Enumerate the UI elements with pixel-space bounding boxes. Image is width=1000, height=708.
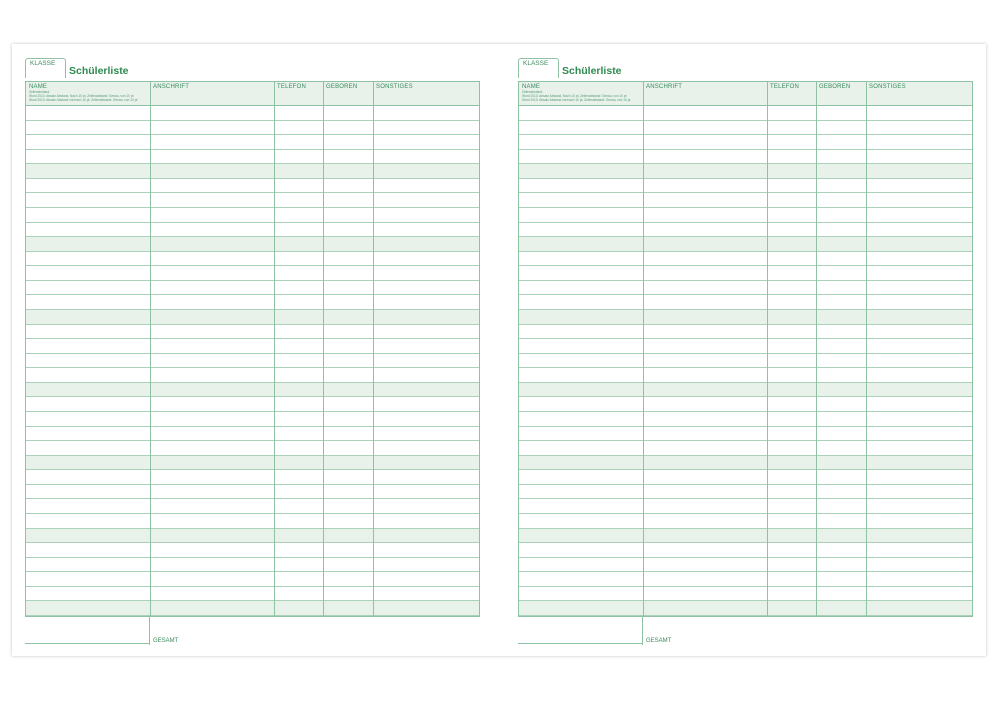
table-row[interactable] bbox=[519, 223, 972, 238]
table-row[interactable] bbox=[519, 266, 972, 281]
table-row[interactable] bbox=[26, 456, 479, 471]
table-row[interactable] bbox=[26, 470, 479, 485]
table-row[interactable] bbox=[519, 354, 972, 369]
table-row[interactable] bbox=[26, 397, 479, 412]
column-header-geboren: GEBOREN bbox=[326, 84, 358, 90]
table-row[interactable] bbox=[26, 135, 479, 150]
table-row[interactable] bbox=[519, 499, 972, 514]
klasse-field[interactable] bbox=[518, 58, 559, 78]
table-row[interactable] bbox=[26, 368, 479, 383]
column-header-sonstiges: SONSTIGES bbox=[376, 84, 413, 90]
column-header-name: NAME bbox=[522, 84, 541, 90]
footer-divider bbox=[642, 617, 643, 645]
student-table bbox=[25, 81, 480, 617]
name-column-note bbox=[522, 90, 640, 103]
column-divider bbox=[767, 82, 768, 616]
table-rows bbox=[26, 106, 479, 616]
table-row[interactable] bbox=[26, 572, 479, 587]
column-divider bbox=[323, 82, 324, 616]
table-row[interactable] bbox=[519, 179, 972, 194]
klasse-label: KLASSE bbox=[30, 60, 56, 67]
footer-total-label: GESAMT bbox=[153, 638, 179, 644]
name-note-line: Zeilenabstand: bbox=[522, 90, 543, 94]
klasse-label: KLASSE bbox=[523, 60, 549, 67]
table-row[interactable] bbox=[519, 325, 972, 340]
table-row[interactable] bbox=[26, 281, 479, 296]
table-row[interactable] bbox=[519, 106, 972, 121]
table-row[interactable] bbox=[519, 193, 972, 208]
table-row[interactable] bbox=[519, 252, 972, 267]
table-row[interactable] bbox=[26, 208, 479, 223]
page-title: Schülerliste bbox=[562, 65, 622, 77]
table-row[interactable] bbox=[519, 135, 972, 150]
table-row[interactable] bbox=[519, 368, 972, 383]
name-note-line: Word 2013: Absatz Abstand vor/nach 10 pt, Zeilenabstand: Genau, von 10 pt bbox=[29, 98, 138, 103]
table-row[interactable] bbox=[519, 456, 972, 471]
table-row[interactable] bbox=[26, 558, 479, 573]
table-row[interactable] bbox=[26, 150, 479, 165]
table-row[interactable] bbox=[26, 514, 479, 529]
table-row[interactable] bbox=[519, 397, 972, 412]
table-row[interactable] bbox=[26, 179, 479, 194]
table-row[interactable] bbox=[519, 339, 972, 354]
table-row[interactable] bbox=[26, 412, 479, 427]
table-row[interactable] bbox=[26, 223, 479, 238]
table-row[interactable] bbox=[26, 310, 479, 325]
table-header bbox=[519, 82, 972, 106]
table-row[interactable] bbox=[519, 310, 972, 325]
table-row[interactable] bbox=[519, 514, 972, 529]
table-row[interactable] bbox=[26, 354, 479, 369]
table-row[interactable] bbox=[26, 543, 479, 558]
document-spread bbox=[12, 44, 986, 656]
table-row[interactable] bbox=[26, 485, 479, 500]
table-row[interactable] bbox=[519, 441, 972, 456]
table-row[interactable] bbox=[26, 601, 479, 616]
table-row[interactable] bbox=[519, 572, 972, 587]
table-row[interactable] bbox=[519, 150, 972, 165]
table-row[interactable] bbox=[519, 412, 972, 427]
table-row[interactable] bbox=[26, 193, 479, 208]
column-divider bbox=[274, 82, 275, 616]
table-row[interactable] bbox=[26, 383, 479, 398]
student-table bbox=[518, 81, 973, 617]
table-row[interactable] bbox=[519, 558, 972, 573]
table-row[interactable] bbox=[519, 383, 972, 398]
table-row[interactable] bbox=[519, 470, 972, 485]
table-row[interactable] bbox=[26, 441, 479, 456]
table-row[interactable] bbox=[26, 121, 479, 136]
table-row[interactable] bbox=[26, 237, 479, 252]
table-row[interactable] bbox=[26, 587, 479, 602]
table-row[interactable] bbox=[519, 281, 972, 296]
table-row[interactable] bbox=[519, 237, 972, 252]
table-header bbox=[26, 82, 479, 106]
table-row[interactable] bbox=[26, 427, 479, 442]
table-row[interactable] bbox=[519, 529, 972, 544]
footer-total-line[interactable] bbox=[25, 643, 149, 644]
column-header-name: NAME bbox=[29, 84, 48, 90]
column-header-anschrift: ANSCHRIFT bbox=[646, 84, 683, 90]
column-divider bbox=[866, 82, 867, 616]
table-row[interactable] bbox=[519, 121, 972, 136]
column-header-anschrift: ANSCHRIFT bbox=[153, 84, 190, 90]
table-row[interactable] bbox=[26, 164, 479, 179]
column-divider bbox=[643, 82, 644, 616]
column-divider bbox=[816, 82, 817, 616]
name-note-line: Word 2013: Absatz Abstand, Nach 10 pt, Zeilenabstand: Genau, von 10 pt bbox=[522, 94, 627, 99]
column-header-telefon: TELEFON bbox=[770, 84, 800, 90]
name-note-line: Word 2013: Absatz Abstand, Nach 10 pt, Zeilenabstand: Genau, von 10 pt bbox=[29, 94, 134, 99]
page-right bbox=[499, 44, 986, 656]
table-row[interactable] bbox=[519, 587, 972, 602]
name-column-note bbox=[29, 90, 147, 103]
column-header-sonstiges: SONSTIGES bbox=[869, 84, 906, 90]
table-row[interactable] bbox=[519, 543, 972, 558]
column-header-telefon: TELEFON bbox=[277, 84, 307, 90]
column-header-geboren: GEBOREN bbox=[819, 84, 851, 90]
footer-divider bbox=[149, 617, 150, 645]
footer-total-line[interactable] bbox=[518, 643, 642, 644]
table-row[interactable] bbox=[519, 208, 972, 223]
table-row[interactable] bbox=[26, 266, 479, 281]
table-row[interactable] bbox=[26, 295, 479, 310]
name-note-line: Word 2013: Absatz Abstand vor/nach 10 pt, Zeilenabstand: Genau, von 10 pt bbox=[522, 98, 631, 103]
page-left bbox=[12, 44, 499, 656]
table-row[interactable] bbox=[26, 252, 479, 267]
footer-total-label: GESAMT bbox=[646, 638, 672, 644]
table-row[interactable] bbox=[519, 427, 972, 442]
klasse-field[interactable] bbox=[25, 58, 66, 78]
table-row[interactable] bbox=[26, 325, 479, 340]
table-row[interactable] bbox=[26, 339, 479, 354]
column-divider bbox=[150, 82, 151, 616]
table-row[interactable] bbox=[519, 485, 972, 500]
table-row[interactable] bbox=[26, 106, 479, 121]
table-row[interactable] bbox=[519, 164, 972, 179]
name-note-line: Zeilenabstand: bbox=[29, 90, 50, 94]
column-divider bbox=[373, 82, 374, 616]
table-row[interactable] bbox=[26, 529, 479, 544]
table-row[interactable] bbox=[519, 295, 972, 310]
table-rows bbox=[519, 106, 972, 616]
table-row[interactable] bbox=[519, 601, 972, 616]
table-row[interactable] bbox=[26, 499, 479, 514]
page-title: Schülerliste bbox=[69, 65, 129, 77]
